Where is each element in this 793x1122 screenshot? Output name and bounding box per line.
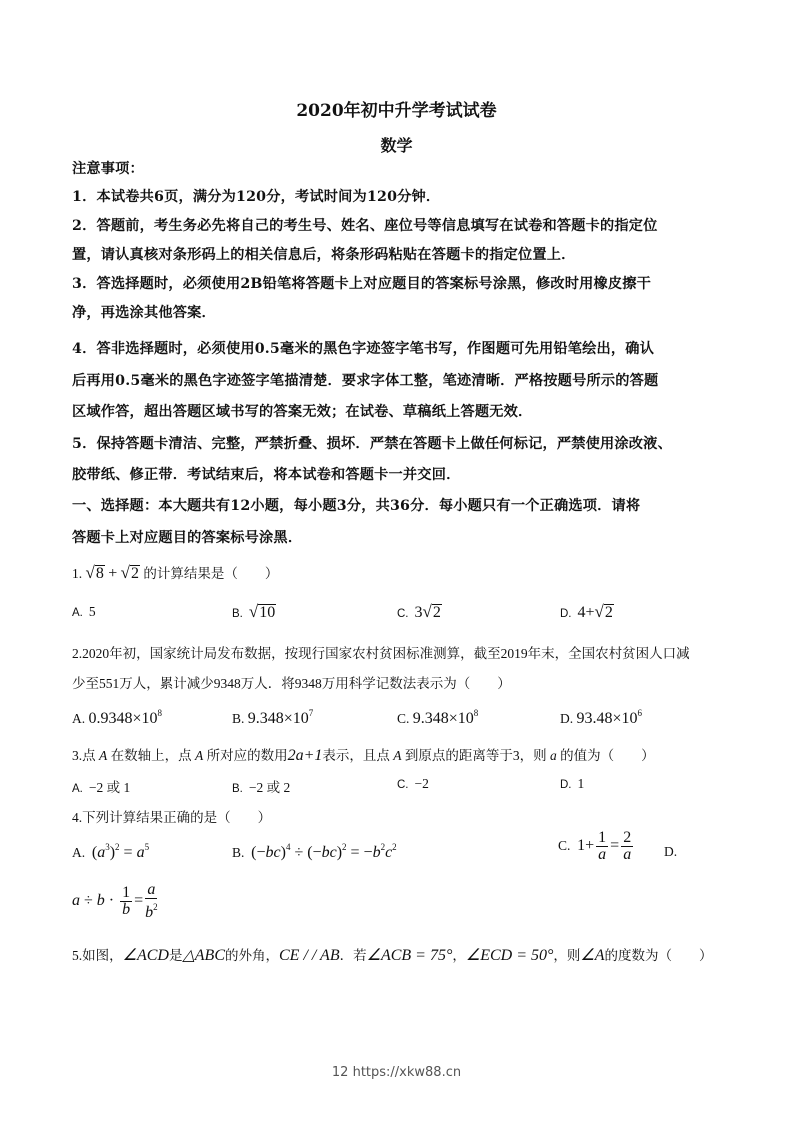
notice-line: 后再用0.5毫米的黑色字迹签字笔描清楚．要求字体工整，笔迹清晰．严格按题号所示的答题 xyxy=(72,373,659,389)
notice-line: 4．答非选择题时，必须使用0.5毫米的黑色字迹签字笔书写，作图题可先用铅笔绘出，确认 xyxy=(72,341,655,357)
question-2-stem-line2: 少至551万人，累计减少9348万人．将9348万用科学记数法表示为（ ） xyxy=(72,676,511,691)
section-heading: 答题卡上对应题目的答案标号涂黑． xyxy=(72,530,303,546)
question-1-option-d: D. 4+√2 xyxy=(560,602,613,621)
question-3-option-b: B. −2 或 2 xyxy=(232,780,291,795)
question-4-option-c: C. 1+ $\frac{1}{a}$ = $\frac{2}{a}$ xyxy=(558,830,635,863)
math-expression: $(-bc)^4 \div (-bc)^2 = -b^2c^2$ xyxy=(251,842,397,861)
notice-line: 1．本试卷共6页，满分为120分，考试时间为120分钟． xyxy=(72,189,441,205)
sqrt-expression: √8 xyxy=(85,563,104,582)
notice-line: 区域作答，超出答题区域书写的答案无效；在试卷、草稿纸上答题无效． xyxy=(72,404,533,420)
exam-title: 2020年初中升学考试试卷 xyxy=(296,101,497,121)
question-2-stem: 2.2020年初，国家统计局发布数据，按现行国家农村贫困标准测算，截至2019年末，全国农村贫困人口减 xyxy=(72,646,690,661)
question-1-option-b: B. √10 xyxy=(232,602,276,621)
question-4-option-d xyxy=(72,882,160,921)
section-heading: 一、选择题：本大题共有12小题，每小题3分，共36分．每小题只有一个正确选项．请将 xyxy=(72,498,641,514)
question-3-option-a: A. −2 或 1 xyxy=(72,780,131,795)
page-footer xyxy=(0,1065,793,1080)
notice-line: 2．答题前，考生务必先将自己的考生号、姓名、座位号等信息填写在试卷和答题卡的指定位 xyxy=(72,218,658,234)
notice-line: 5．保持答题卡清洁、完整，严禁折叠、损坏．严禁在答题卡上做任何标记，严禁使用涂改液、 xyxy=(72,436,672,452)
sqrt-expression: √2 xyxy=(120,563,139,582)
question-4-option-d-label: D. xyxy=(664,844,678,859)
math-expression: 1+ $\frac{1}{a}$ = $\frac{2}{a}$ xyxy=(577,829,632,863)
question-4-option-b: B. $(-bc)^4 \div (-bc)^2 = -b^2c^2$ xyxy=(232,842,397,861)
question-2-option-a: A. $0.9348\times 10^8$ xyxy=(72,708,163,727)
question-1-option-a: A. 5 xyxy=(72,604,96,619)
question-1-stem: 1. √8 + √2 的计算结果是（ ） xyxy=(72,563,279,582)
math-expression: $(a^3)^2 = a^5$ xyxy=(91,842,150,861)
math-expression: a ÷ b · $\frac{1}{b}$ = $\frac{a}{b^2}$ xyxy=(72,881,158,921)
subject-title: 数学 xyxy=(380,136,413,155)
stem-text: 的计算结果是（ ） xyxy=(143,566,279,581)
page-number: 12 xyxy=(331,1065,349,1080)
footer-url[interactable]: https://xkw88.cn xyxy=(352,1065,462,1080)
question-3-option-c: C. −2 xyxy=(397,776,429,791)
question-5-stem: 5.如图，∠ACD是△ABC的外角，CE / / AB．若∠ACB = 75°，∠ECD = 50°，则∠A的度数为（ ） xyxy=(72,947,713,964)
notice-line: 3．答选择题时，必须使用2B铅笔将答题卡上对应题目的答案标号涂黑，修改时用橡皮擦干 xyxy=(72,276,652,292)
question-3-stem: 3.点 A 在数轴上，点 A 所对应的数用2a+1表示，且点 A 到原点的距离等于3，则 a 的值为（ ） xyxy=(72,747,655,764)
notice-heading: 注意事项： xyxy=(72,161,144,177)
question-4-stem: 4.下列计算结果正确的是（ ） xyxy=(72,810,272,825)
question-2-option-c: C. $9.348\times 10^8$ xyxy=(397,708,479,727)
question-3-option-d: D. 1 xyxy=(560,776,585,791)
question-4-option-a: A. $(a^3)^2 = a^5$ xyxy=(72,842,150,861)
notice-line: 净，再选涂其他答案． xyxy=(72,305,216,321)
question-number: 1. xyxy=(72,566,83,581)
question-2-option-b: B. $9.348\times 10^7$ xyxy=(232,708,314,727)
notice-line: 置，请认真核对条形码上的相关信息后，将条形码粘贴在答题卡的指定位置上． xyxy=(72,247,576,263)
notice-line: 胶带纸、修正带．考试结束后，将本试卷和答题卡一并交回． xyxy=(72,467,461,483)
question-1-option-c: C. 3√2 xyxy=(397,602,441,621)
question-2-option-d: D. $93.48\times 10^6$ xyxy=(560,708,643,727)
